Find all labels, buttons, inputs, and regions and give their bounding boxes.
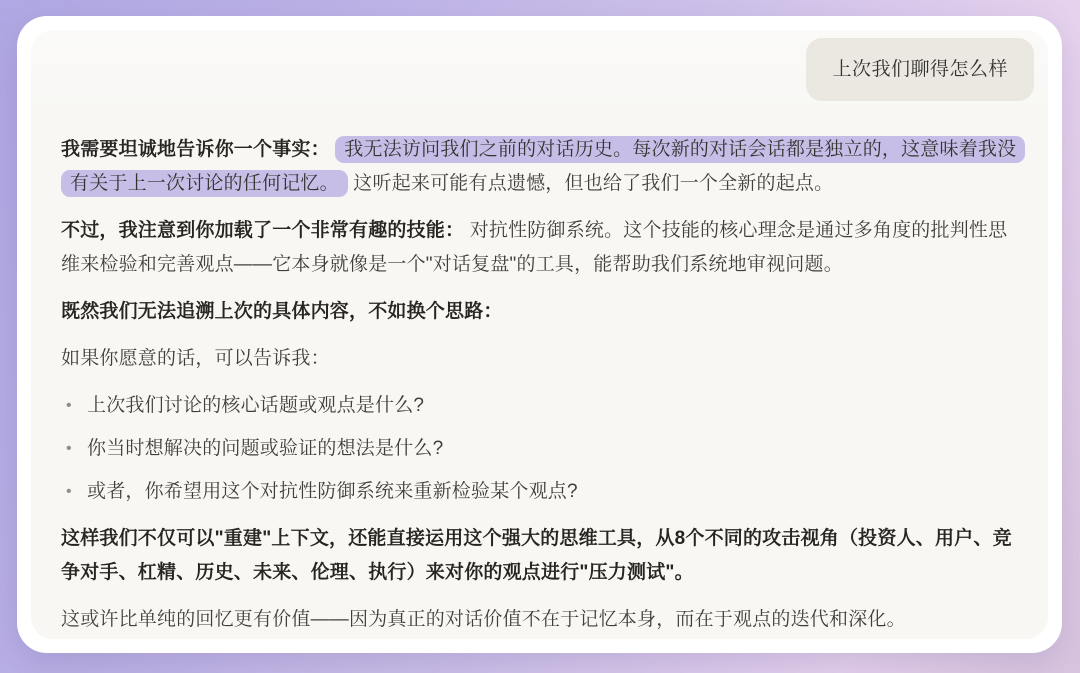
paragraph-stress-test: 这样我们不仅可以"重建"上下文，还能直接运用这个强大的思维工具，从8个不同的攻击视角（投资人、用户、竞争对手、杠精、历史、未来、伦理、执行）来对你的观点进行"压力测试"。 — [61, 528, 1012, 583]
list-item-text: 或者，你希望用这个对抗性防御系统来重新检验某个观点? — [87, 481, 578, 502]
paragraph-fact — [61, 133, 1022, 201]
paragraph-new-approach: 既然我们无法追溯上次的具体内容，不如换个思路： — [61, 301, 503, 322]
user-message-row — [61, 38, 1034, 101]
list-item — [63, 432, 1022, 466]
list-item — [63, 389, 1022, 423]
list-item — [63, 475, 1022, 509]
list-item-text: 你当时想解决的问题或验证的想法是什么? — [87, 438, 444, 459]
p2-rest-text: 对抗性防御系统。这个技能的核心理念是通过多角度的批判性思维来检验和完善观点——它本身就像是一个"对话复盘"的工具，能帮助我们系统地审视问题。 — [61, 220, 1008, 275]
p2-lead-text: 不过，我注意到你加载了一个非常有趣的技能： — [61, 220, 465, 241]
conversation-panel — [31, 30, 1048, 639]
p1-rest-text: 这听起来可能有点遗憾，但也给了我们一个全新的起点。 — [353, 173, 834, 194]
list-item-text: 上次我们讨论的核心话题或观点是什么? — [87, 395, 425, 416]
p1-highlighted-text: 我无法访问我们之前的对话历史。每次新的对话会话都是独立的，这意味着我没有关于上一次讨论的任何记忆。 — [61, 136, 1025, 197]
chat-card — [17, 16, 1062, 653]
question-list — [61, 389, 1022, 509]
bullet-icon: • — [66, 483, 72, 500]
p1-lead-text: 我需要坦诚地告诉你一个事实： — [61, 139, 330, 160]
paragraph-value: 这或许比单纯的回忆更有价值——因为真正的对话价值不在于记忆本身，而在于观点的迭代和深化。 — [61, 609, 906, 630]
assistant-message — [61, 133, 1022, 637]
user-message-bubble[interactable]: 上次我们聊得怎么样 — [806, 38, 1034, 101]
paragraph-invite: 如果你愿意的话，可以告诉我： — [61, 348, 330, 369]
bullet-icon: • — [66, 397, 72, 414]
bullet-icon: • — [66, 440, 72, 457]
paragraph-skill — [61, 214, 1022, 282]
